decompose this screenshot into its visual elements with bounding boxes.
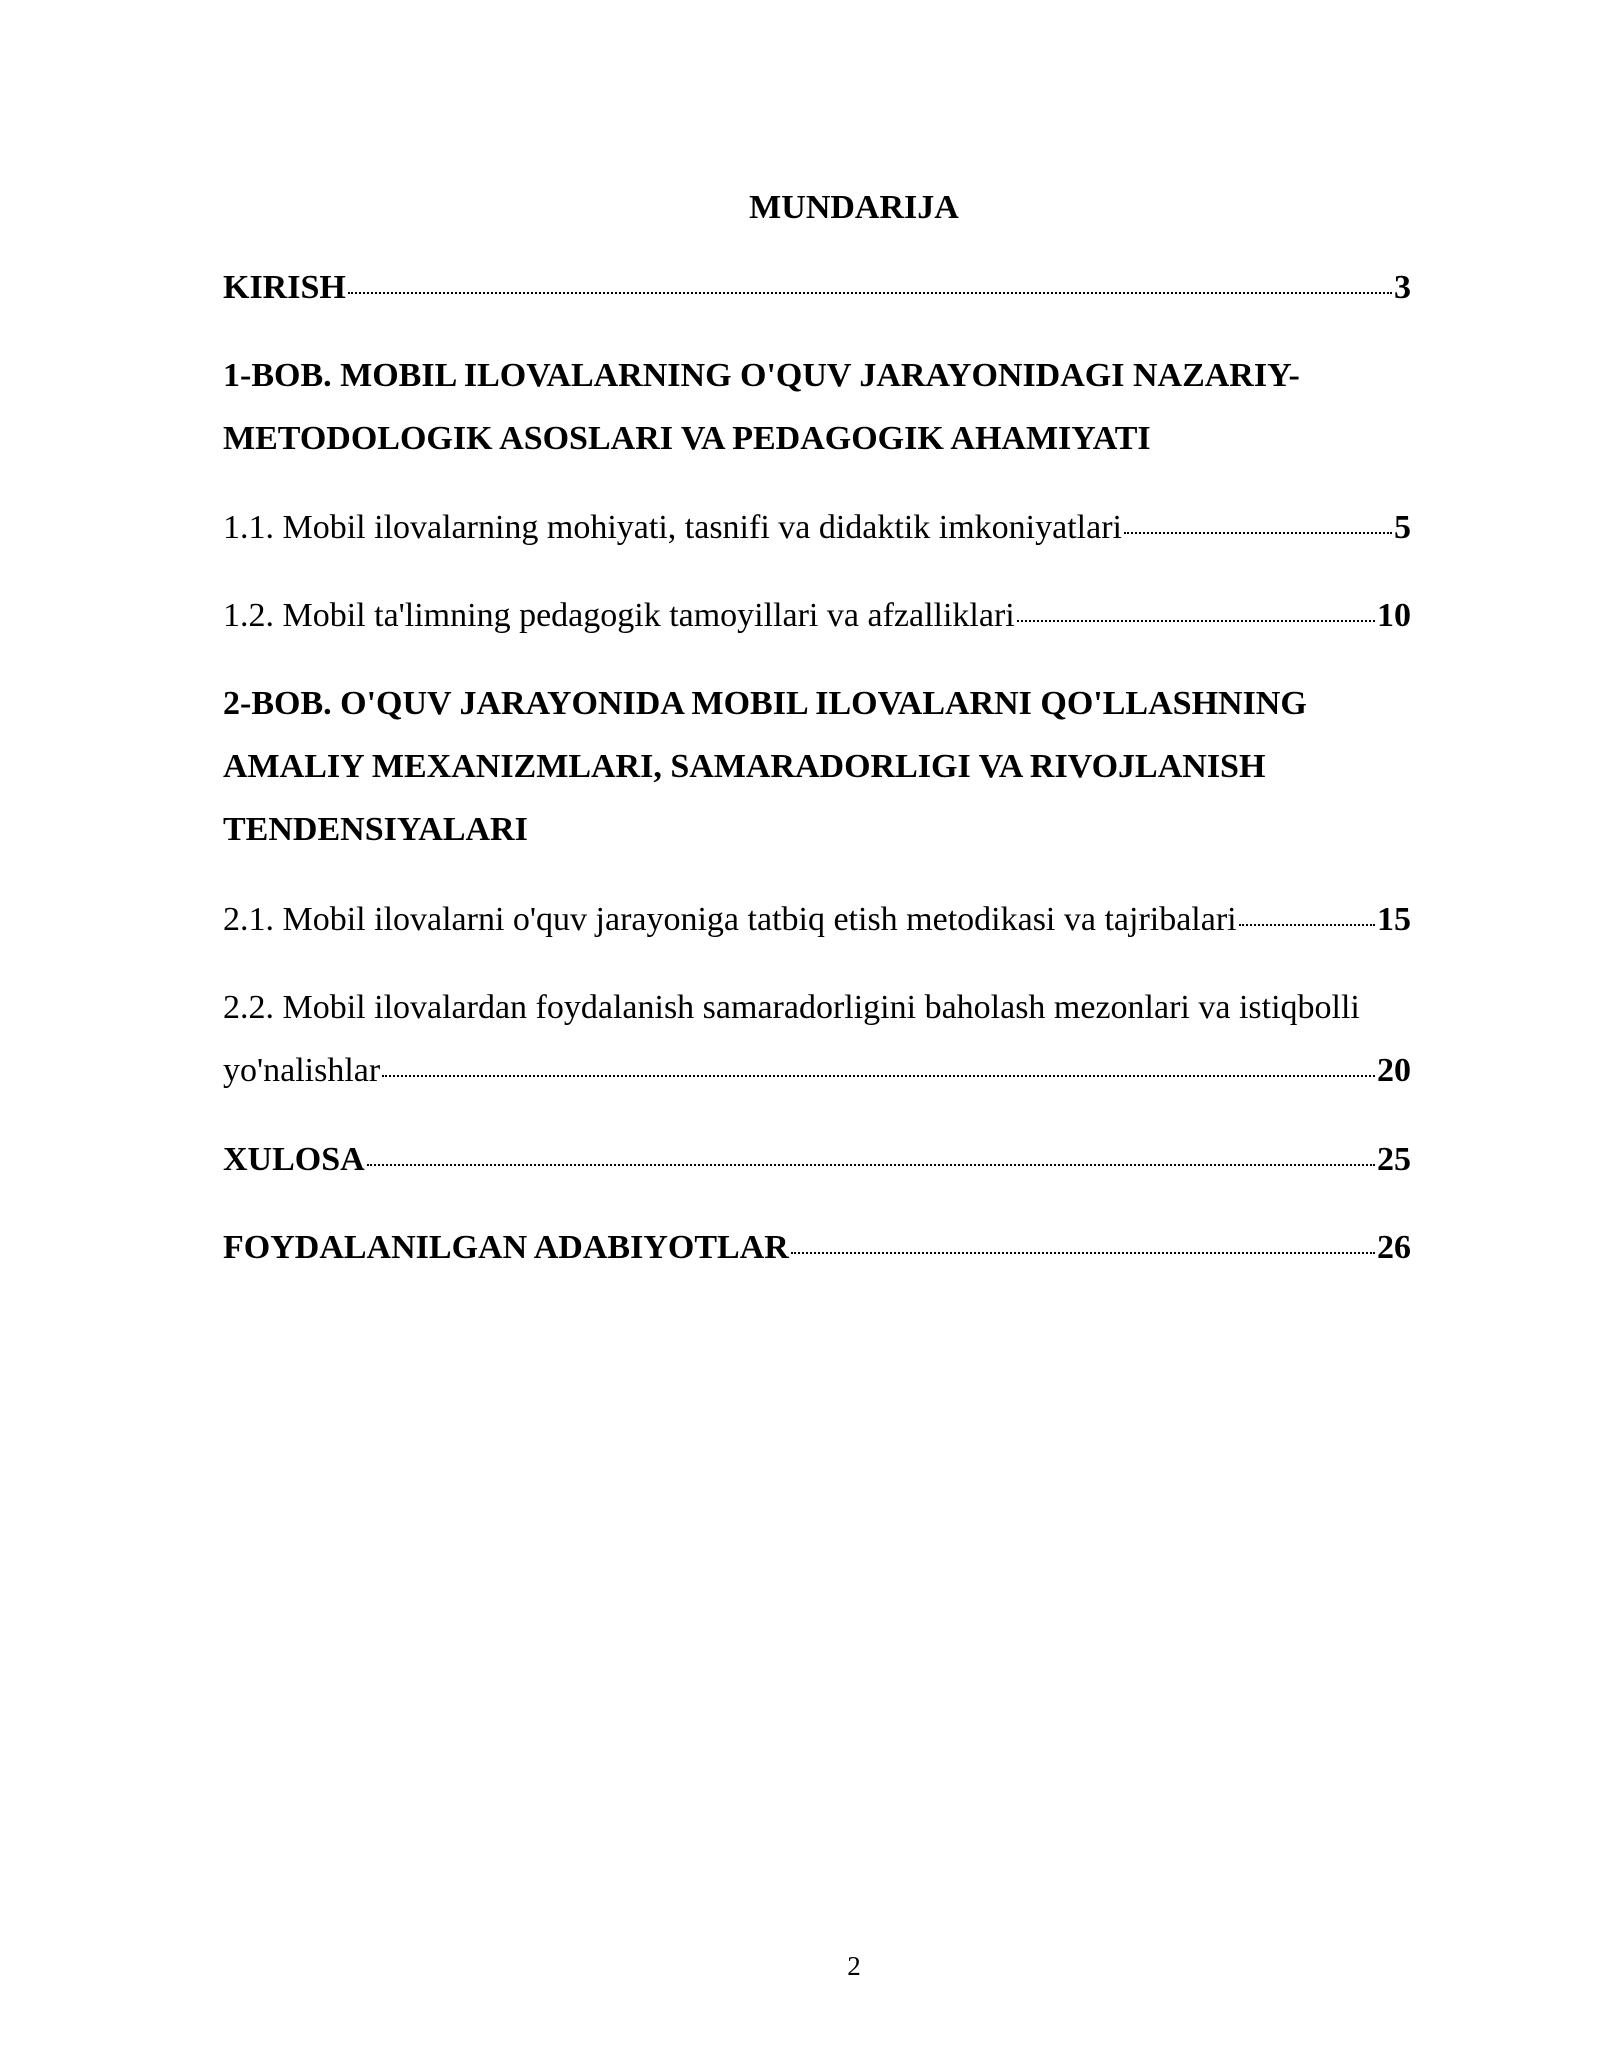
toc-entry-1-1[interactable] xyxy=(223,496,1411,559)
toc-entry-page-number: 20 xyxy=(1377,1052,1411,1089)
toc-entry-1-2[interactable] xyxy=(223,584,1411,647)
dot-leader xyxy=(1017,620,1375,622)
toc-entry-label: FOYDALANILGAN ADABIYOTLAR xyxy=(223,1229,789,1266)
toc-entry-kirish[interactable] xyxy=(223,256,1411,319)
toc-entry-label: KIRISH xyxy=(223,269,346,306)
toc-entry-label-line: 2.2. Mobil ilovalardan foydalanish samaradorligini baholash mezonlari va istiqbolli xyxy=(223,989,1360,1026)
chapter-heading-line: 2-BOB. O'QUV JARAYONIDA MOBIL ILOVALARNI QO'LLASHNING xyxy=(223,685,1307,722)
dot-leader xyxy=(348,292,1392,294)
toc-entry-2-2[interactable] xyxy=(223,976,1411,1102)
chapter-heading-line: AMALIY MEXANIZMLARI, SAMARADORLIGI VA RIVOJLANISH xyxy=(223,748,1266,785)
toc-entry-2-1[interactable] xyxy=(223,888,1411,951)
dot-leader xyxy=(1239,924,1375,926)
toc-entry-page-number: 5 xyxy=(1394,509,1411,546)
toc-chapter-1-heading[interactable] xyxy=(223,344,1411,470)
toc-entry-label-line: yo'nalishlar xyxy=(223,1052,381,1089)
toc-entry-page-number: 25 xyxy=(1377,1141,1411,1178)
toc-entry-page-number: 26 xyxy=(1377,1229,1411,1266)
toc-entry-label: 2.1. Mobil ilovalarni o'quv jarayoniga tatbiq etish metodikasi va tajribalari xyxy=(223,901,1237,938)
toc-entry-page-number: 3 xyxy=(1394,269,1411,306)
toc-entry-page-number: 10 xyxy=(1377,597,1411,634)
dot-leader xyxy=(1124,532,1392,534)
dot-leader xyxy=(367,1164,1375,1166)
toc-entry-references[interactable] xyxy=(223,1216,1411,1279)
dot-leader xyxy=(791,1252,1375,1254)
dot-leader xyxy=(382,1075,1375,1077)
toc-entry-label: XULOSA xyxy=(223,1141,365,1178)
toc-chapter-2-heading[interactable] xyxy=(223,672,1411,861)
chapter-heading-line: TENDENSIYALARI xyxy=(223,811,528,848)
toc-entry-page-number: 15 xyxy=(1377,901,1411,938)
toc-entry-xulosa[interactable] xyxy=(223,1128,1411,1191)
toc-title: MUNDARIJA xyxy=(749,189,959,226)
chapter-heading-line: 1-BOB. MOBIL ILOVALARNING O'QUV JARAYONIDAGI NAZARIY- xyxy=(223,357,1300,394)
toc-entry-label: 1.2. Mobil ta'limning pedagogik tamoyillari va afzalliklari xyxy=(223,597,1015,634)
toc-entry-label: 1.1. Mobil ilovalarning mohiyati, tasnifi va didaktik imkoniyatlari xyxy=(223,509,1122,546)
chapter-heading-line: METODOLOGIK ASOSLARI VA PEDAGOGIK AHAMIYATI xyxy=(223,420,1151,457)
page-number: 2 xyxy=(847,1951,861,1981)
